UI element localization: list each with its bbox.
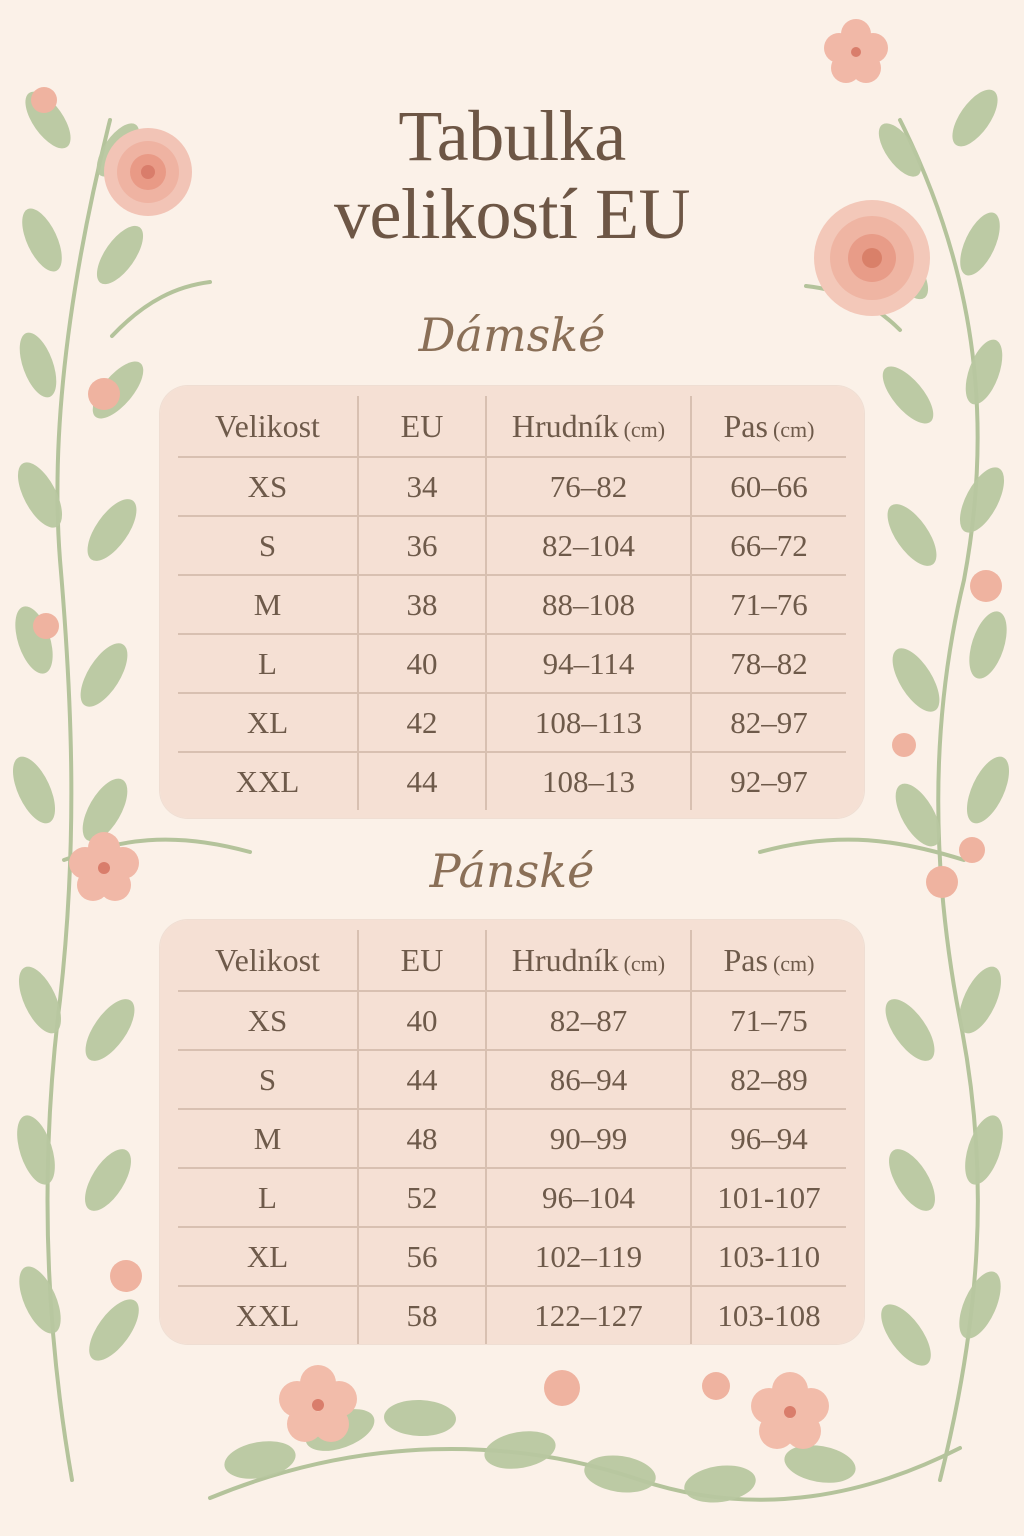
waist-cell: 103-110 [691,1227,846,1286]
blossom-flower-icon [751,1372,829,1449]
column-header-bust: Hrudník (cm) [486,396,691,457]
waist-cell: 82–89 [691,1050,846,1109]
page-title-line-1: Tabulka [398,96,626,176]
column-header-eu: EU [358,396,486,457]
table-row [178,1109,846,1168]
table-row [178,1227,846,1286]
table-header-row [178,930,846,991]
size-cell: S [178,516,358,575]
eu-cell: 58 [358,1286,486,1344]
table-row [178,1286,846,1344]
bust-cell: 76–82 [486,457,691,516]
eu-cell: 34 [358,457,486,516]
bust-cell: 122–127 [486,1286,691,1344]
bust-cell: 108–13 [486,752,691,810]
column-header-eu: EU [358,930,486,991]
waist-cell: 71–76 [691,575,846,634]
waist-cell: 71–75 [691,991,846,1050]
bust-cell: 108–113 [486,693,691,752]
waist-cell: 96–94 [691,1109,846,1168]
eu-cell: 38 [358,575,486,634]
bust-cell: 102–119 [486,1227,691,1286]
waist-cell: 92–97 [730,763,808,799]
eu-cell: 44 [358,1050,486,1109]
eu-cell: 40 [358,634,486,693]
women-size-table [178,396,846,810]
bud-icon [88,378,120,410]
table-row [178,457,846,516]
eu-cell: 42 [358,693,486,752]
table-row [178,516,846,575]
eu-cell: 48 [358,1109,486,1168]
bud-icon [33,613,59,639]
bud-icon [970,570,1002,602]
table-row [178,634,846,693]
column-header-size: Velikost [178,930,358,991]
column-header-waist: Pas (cm) [691,930,846,991]
women-section-heading: Dámské [418,308,606,362]
bust-cell: 86–94 [486,1050,691,1109]
eu-cell: 36 [358,516,486,575]
size-cell: XL [178,693,358,752]
waist-cell: 82–97 [691,693,846,752]
column-header-size: Velikost [178,396,358,457]
bud-icon [544,1370,580,1406]
table-row [178,991,846,1050]
men-size-table [178,930,846,1344]
column-header-bust: Hrudník (cm) [486,930,691,991]
bust-cell: 90–99 [486,1109,691,1168]
bust-cell: 88–108 [486,575,691,634]
size-cell: S [178,1050,358,1109]
blossom-flower-icon [279,1365,357,1442]
size-cell: XS [178,457,358,516]
bud-icon [110,1260,142,1292]
size-cell: L [178,634,358,693]
eu-cell: 44 [358,752,486,810]
table-header-row [178,396,846,457]
waist-cell: 101-107 [691,1168,846,1227]
size-cell: M [178,1109,358,1168]
waist-cell: 60–66 [691,457,846,516]
table-row [178,1168,846,1227]
bud-icon [892,733,916,757]
waist-cell: 78–82 [691,634,846,693]
men-size-table-card [160,920,864,1344]
eu-cell: 52 [358,1168,486,1227]
size-cell: XXL [178,1286,358,1344]
bust-cell: 94–114 [486,634,691,693]
men-section-heading: Pánské [429,844,595,898]
eu-cell: 56 [358,1227,486,1286]
bust-cell: 82–87 [486,991,691,1050]
table-row [178,1050,846,1109]
women-size-table-card [160,386,864,818]
size-cell: XL [178,1227,358,1286]
table-row [178,752,846,810]
page-title-line-2: velikostí EU [334,174,690,254]
bud-icon [702,1372,730,1400]
column-header-waist: Pas (cm) [691,396,846,457]
table-row [178,575,846,634]
table-row [178,693,846,752]
size-cell: XS [178,991,358,1050]
eu-cell: 40 [358,991,486,1050]
size-cell: L [178,1168,358,1227]
waist-cell: 66–72 [691,516,846,575]
size-cell: M [178,575,358,634]
size-cell: XXL [178,752,358,810]
waist-cell: 103-108 [717,1297,821,1333]
blossom-flower-icon [824,19,888,83]
bust-cell: 96–104 [486,1168,691,1227]
bust-cell: 82–104 [486,516,691,575]
